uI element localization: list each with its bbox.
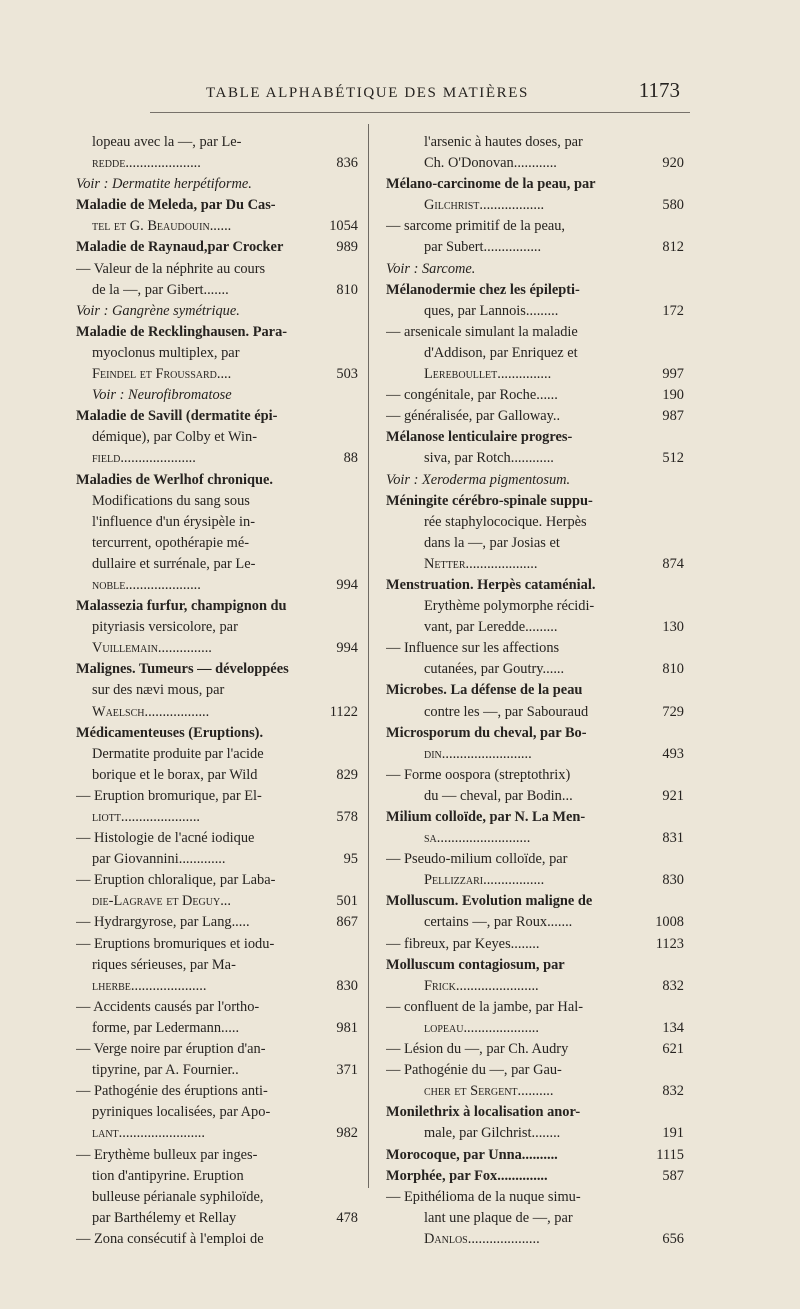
index-line (76, 1166, 358, 1187)
index-line (76, 132, 358, 153)
index-line (386, 216, 684, 237)
index-entry-text: Feindel et Froussard.... (92, 366, 232, 383)
index-entry-text: certains —, par Roux....... (424, 914, 573, 931)
index-entry-text: — Verge noire par éruption d'an- (76, 1041, 266, 1058)
index-entry-text: Erythème polymorphe récidi- (424, 598, 595, 615)
index-entry-text: cutanées, par Goutry...... (424, 661, 565, 678)
index-line (76, 216, 358, 237)
index-entry-text: Microbes. La défense de la peau (386, 682, 583, 699)
page-reference: 1054 (329, 218, 358, 235)
index-line (76, 364, 358, 385)
index-line (76, 870, 358, 891)
index-entry-text: Gilchrist.................. (424, 197, 545, 214)
index-entry-text: — Forme oospora (streptothrix) (386, 766, 571, 783)
index-line (386, 385, 684, 406)
index-line (386, 596, 684, 617)
index-line (76, 448, 358, 469)
page-reference: 587 (662, 1167, 684, 1184)
page-reference: 134 (662, 1019, 684, 1036)
index-entry-text: Malignes. Tumeurs — développées (76, 661, 289, 678)
index-entry-text: field..................... (92, 450, 196, 467)
index-line (76, 807, 358, 828)
index-line (76, 976, 358, 997)
index-entry-text: Molluscum. Evolution maligne de (386, 893, 593, 910)
index-entry-text: Médicamenteuses (Eruptions). (76, 724, 264, 741)
index-line (76, 1081, 358, 1102)
index-entry-text: rée staphylococique. Herpès (424, 513, 587, 530)
index-line (76, 1039, 358, 1060)
index-entry-text: d'Addison, par Enriquez et (424, 344, 578, 361)
index-entry-text: tel et G. Beaudouin...... (92, 218, 232, 235)
page-reference: 1123 (655, 935, 684, 952)
index-entry-text: tion d'antipyrine. Eruption (92, 1167, 244, 1184)
index-line (386, 638, 684, 659)
index-entry-text: Monilethrix à localisation anor- (386, 1104, 581, 1121)
index-line (76, 406, 358, 427)
index-entry-text: Frick....................... (424, 977, 539, 994)
index-entry-text: — Pathogénie du —, par Gau- (386, 1062, 562, 1079)
index-entry-text: Netter.................... (424, 555, 538, 572)
index-column-left (76, 132, 358, 1250)
page-reference: 867 (336, 914, 358, 931)
index-entry-text: lopeau..................... (424, 1019, 539, 1036)
page-reference: 829 (336, 766, 358, 783)
index-entry-text: Dermatite produite par l'acide (92, 745, 264, 762)
header-rule (150, 112, 690, 113)
page-reference: 371 (336, 1062, 358, 1079)
index-entry-text: par Giovannini............. (92, 851, 226, 868)
index-line (76, 596, 358, 617)
index-line (76, 195, 358, 216)
index-line (386, 1166, 684, 1187)
index-line (76, 153, 358, 174)
index-entry-text: — Hydrargyrose, par Lang..... (76, 914, 250, 931)
index-line (386, 849, 684, 870)
index-line (386, 575, 684, 596)
page-reference: 920 (662, 155, 684, 172)
index-entry-text: sur des nævi mous, par (92, 682, 225, 699)
index-line (386, 280, 684, 301)
index-line (76, 385, 358, 406)
index-entry-text: — congénitale, par Roche...... (386, 387, 558, 404)
index-entry-text: Pellizzari................. (424, 872, 545, 889)
index-line (76, 891, 358, 912)
index-entry-text: — Eruption chloralique, par Laba- (76, 872, 276, 889)
page-reference: 997 (662, 366, 684, 383)
index-line (386, 512, 684, 533)
page-reference: 812 (662, 239, 684, 256)
index-entry-text: cher et Sergent.......... (424, 1083, 554, 1100)
index-entry-text: riques sérieuses, par Ma- (92, 956, 236, 973)
index-line (386, 448, 684, 469)
index-entry-text: — Influence sur les affections (386, 640, 560, 657)
index-line (76, 744, 358, 765)
index-line (386, 1081, 684, 1102)
index-line (386, 934, 684, 955)
index-entry-text: Lereboullet............... (424, 366, 552, 383)
page-reference: 172 (662, 302, 684, 319)
page-reference: 810 (336, 281, 358, 298)
page-reference: 831 (662, 830, 684, 847)
page-reference: 503 (336, 366, 358, 383)
page-header (150, 78, 680, 103)
index-line (76, 280, 358, 301)
index-entry-text: siva, par Rotch............ (424, 450, 554, 467)
page-reference: 830 (336, 977, 358, 994)
index-line (386, 1208, 684, 1229)
index-line (386, 174, 684, 195)
index-entry-text: démique), par Colby et Win- (92, 429, 258, 446)
index-line (76, 638, 358, 659)
index-entry-text: Voir : Gangrène symétrique. (76, 302, 240, 319)
index-entry-text: — sarcome primitif de la peau, (386, 218, 566, 235)
page-reference: 95 (343, 851, 358, 868)
index-line (76, 997, 358, 1018)
index-entry-text: liott...................... (92, 809, 201, 825)
page-reference: 836 (336, 155, 358, 172)
page-reference: 578 (336, 809, 358, 825)
page-reference: 982 (336, 1125, 358, 1142)
page-reference: 989 (336, 239, 358, 256)
index-line (76, 934, 358, 955)
index-line (386, 786, 684, 807)
index-line (76, 1187, 358, 1208)
page-reference: 191 (662, 1125, 684, 1142)
page-number: 1173 (638, 78, 680, 102)
index-line (386, 1229, 684, 1250)
index-entry-text: Morphée, par Fox.............. (386, 1167, 548, 1184)
page-reference: 512 (662, 450, 684, 467)
index-entry-text: Morocoque, par Unna.......... (386, 1146, 558, 1163)
index-entry-text: Maladies de Werlhof chronique. (76, 471, 273, 488)
index-line (386, 870, 684, 891)
index-entry-text: Microsporum du cheval, par Bo- (386, 724, 587, 741)
index-entry-text: — Pathogénie des éruptions anti- (76, 1083, 268, 1100)
page-reference: 981 (336, 1019, 358, 1036)
index-entry-text: Maladie de Raynaud,par Crocker (76, 239, 284, 256)
index-line (76, 427, 358, 448)
index-entry-text: — Histologie de l'acné iodique (76, 830, 255, 847)
page-reference: 1122 (329, 703, 358, 720)
index-entry-text: din......................... (424, 745, 532, 762)
index-entry-text: — Lésion du —, par Ch. Audry (386, 1041, 569, 1058)
index-entry-text: Mélanodermie chez les épilepti- (386, 281, 580, 298)
index-line (386, 132, 684, 153)
index-entry-text: pityriasis versicolore, par (92, 619, 238, 636)
index-entry-text: Ch. O'Donovan............ (424, 155, 557, 172)
index-line (386, 997, 684, 1018)
index-entry-text: Voir : Sarcome. (386, 260, 476, 277)
index-entry-text: Molluscum contagiosum, par (386, 956, 565, 973)
index-entry-text: Maladie de Recklinghausen. Para- (76, 323, 288, 340)
index-line (386, 1060, 684, 1081)
index-line (386, 427, 684, 448)
index-line (76, 912, 358, 933)
index-line (76, 1229, 358, 1250)
index-line (76, 1145, 358, 1166)
index-entry-text: — arsenicale simulant la maladie (386, 323, 578, 340)
index-line (386, 491, 684, 512)
index-entry-text: — confluent de la jambe, par Hal- (386, 998, 583, 1015)
page-reference: 501 (336, 893, 358, 910)
page-reference: 830 (662, 872, 684, 889)
index-entry-text: Voir : Dermatite herpétiforme. (76, 176, 252, 193)
index-entry-text: de la —, par Gibert....... (92, 281, 229, 298)
index-line (386, 554, 684, 575)
index-entry-text: — Pseudo-milium colloïde, par (386, 851, 568, 868)
index-line (76, 723, 358, 744)
index-entry-text: par Barthélemy et Rellay (92, 1209, 237, 1226)
index-entry-text: Menstruation. Herpès cataménial. (386, 576, 596, 593)
index-line (76, 1060, 358, 1081)
index-line (76, 617, 358, 638)
index-line (76, 259, 358, 280)
index-line (386, 680, 684, 701)
page-reference: 621 (662, 1041, 684, 1058)
index-line (386, 955, 684, 976)
index-entry-text: die-Lagrave et Deguy... (92, 893, 231, 910)
index-line (386, 912, 684, 933)
index-entry-text: du — cheval, par Bodin... (424, 787, 573, 804)
index-line (76, 343, 358, 364)
page-reference: 190 (662, 387, 684, 404)
index-line (386, 702, 684, 723)
index-entry-text: — Epithélioma de la nuque simu- (386, 1188, 581, 1205)
index-entry-text: bulleuse périanale syphiloïde, (92, 1188, 264, 1205)
index-entry-text: — fibreux, par Keyes........ (386, 935, 540, 952)
index-line (386, 470, 684, 491)
index-line (386, 1102, 684, 1123)
index-entry-text: myoclonus multiplex, par (92, 344, 240, 361)
index-entry-text: lant........................ (92, 1125, 206, 1142)
index-entry-text: — Accidents causés par l'ortho- (76, 998, 260, 1015)
index-column-right (386, 132, 684, 1250)
index-entry-text: Malassezia furfur, champignon du (76, 598, 287, 615)
index-line (386, 1039, 684, 1060)
index-entry-text: Mélano-carcinome de la peau, par (386, 176, 596, 193)
index-line (386, 1187, 684, 1208)
page-reference: 478 (336, 1209, 358, 1226)
index-entry-text: dans la —, par Josias et (424, 534, 560, 551)
index-entry-text: borique et le borax, par Wild (92, 766, 258, 783)
index-line (386, 237, 684, 258)
index-entry-text: male, par Gilchrist........ (424, 1125, 561, 1142)
page-reference: 1115 (656, 1146, 684, 1163)
index-line (76, 680, 358, 701)
index-entry-text: dullaire et surrénale, par Le- (92, 555, 256, 572)
index-line (76, 955, 358, 976)
index-entry-text: Waelsch.................. (92, 703, 210, 720)
index-entry-text: l'influence d'un érysipèle in- (92, 513, 256, 530)
index-line (76, 512, 358, 533)
index-line (386, 1018, 684, 1039)
index-line (76, 237, 358, 258)
index-line (76, 1102, 358, 1123)
index-line (76, 659, 358, 680)
index-entry-text: lopeau avec la —, par Le- (92, 134, 242, 150)
index-entry-text: tercurrent, opothérapie mé- (92, 534, 250, 551)
index-entry-text: Voir : Xeroderma pigmentosum. (386, 471, 571, 488)
index-line (76, 322, 358, 343)
index-entry-text: Méningite cérébro-spinale suppu- (386, 492, 593, 509)
index-line (76, 301, 358, 322)
page-reference: 994 (336, 640, 358, 657)
index-line (76, 575, 358, 596)
page-reference: 729 (662, 703, 684, 720)
index-entry-text: l'arsenic à hautes doses, par (424, 134, 583, 150)
page-reference: 994 (336, 576, 358, 593)
index-entry-text: par Subert................ (424, 239, 542, 256)
page-reference: 874 (662, 555, 684, 572)
page-reference: 921 (662, 787, 684, 804)
page-reference: 987 (662, 408, 684, 425)
page-reference: 810 (662, 661, 684, 678)
index-entry-text: Maladie de Meleda, par Du Cas- (76, 197, 276, 214)
index-entry-text: contre les —, par Sabouraud (424, 703, 589, 720)
index-line (76, 470, 358, 491)
index-entry-text: lant une plaque de —, par (424, 1209, 573, 1226)
index-line (76, 828, 358, 849)
index-entry-text: ques, par Lannois......... (424, 302, 559, 319)
index-line (386, 617, 684, 638)
index-entry-text: forme, par Ledermann..... (92, 1019, 240, 1036)
index-line (76, 1208, 358, 1229)
index-line (386, 744, 684, 765)
index-line (386, 153, 684, 174)
index-line (76, 533, 358, 554)
page-reference: 832 (662, 977, 684, 994)
page-reference: 580 (662, 197, 684, 214)
index-entry-text: Milium colloïde, par N. La Men- (386, 809, 586, 825)
running-title: TABLE ALPHABÉTIQUE DES MATIÈRES (206, 85, 529, 101)
index-line (386, 1123, 684, 1144)
index-entry-text: — Zona consécutif à l'emploi de (76, 1230, 264, 1247)
index-entry-text: Voir : Neurofibromatose (92, 387, 232, 404)
index-line (76, 765, 358, 786)
index-line (76, 702, 358, 723)
index-entry-text: — Eruption bromurique, par El- (76, 787, 262, 804)
index-line (76, 849, 358, 870)
index-entry-text: — Erythème bulleux par inges- (76, 1146, 258, 1163)
index-line (386, 195, 684, 216)
index-line (386, 807, 684, 828)
index-entry-text: pyriniques localisées, par Apo- (92, 1104, 271, 1121)
page-reference: 493 (662, 745, 684, 762)
page-reference: 656 (662, 1230, 684, 1247)
index-line (386, 322, 684, 343)
index-line (76, 1123, 358, 1144)
index-line (386, 343, 684, 364)
index-line (386, 301, 684, 322)
page-reference: 130 (662, 619, 684, 636)
index-entry-text: Mélanose lenticulaire progres- (386, 429, 573, 446)
index-line (386, 976, 684, 997)
index-entry-text: Danlos.................... (424, 1230, 540, 1247)
index-line (76, 786, 358, 807)
column-divider (368, 124, 369, 1188)
index-line (386, 364, 684, 385)
index-line (386, 765, 684, 786)
index-line (386, 533, 684, 554)
index-line (386, 406, 684, 427)
index-entry-text: Modifications du sang sous (92, 492, 250, 509)
index-line (386, 723, 684, 744)
index-entry-text: Vuillemain............... (92, 640, 212, 657)
index-entry-text: noble..................... (92, 576, 201, 593)
index-line (76, 174, 358, 195)
index-line (76, 554, 358, 575)
page-reference: 88 (343, 450, 358, 467)
index-entry-text: tipyrine, par A. Fournier.. (92, 1062, 239, 1079)
index-entry-text: Maladie de Savill (dermatite épi- (76, 408, 278, 425)
index-entry-text: redde..................... (92, 155, 201, 172)
index-line (386, 259, 684, 280)
index-entry-text: — Eruptions bromuriques et iodu- (76, 935, 275, 952)
page-reference: 832 (662, 1083, 684, 1100)
index-entry-text: — Valeur de la néphrite au cours (76, 260, 266, 277)
index-line (386, 1145, 684, 1166)
index-line (76, 1018, 358, 1039)
index-entry-text: vant, par Leredde......... (424, 619, 558, 636)
index-entry-text: — généralisée, par Galloway.. (386, 408, 561, 425)
index-line (386, 891, 684, 912)
index-entry-text: lherbe..................... (92, 977, 207, 994)
index-line (76, 491, 358, 512)
page-reference: 1008 (655, 914, 684, 931)
index-line (386, 828, 684, 849)
index-entry-text: sa.......................... (424, 830, 531, 847)
index-line (386, 659, 684, 680)
